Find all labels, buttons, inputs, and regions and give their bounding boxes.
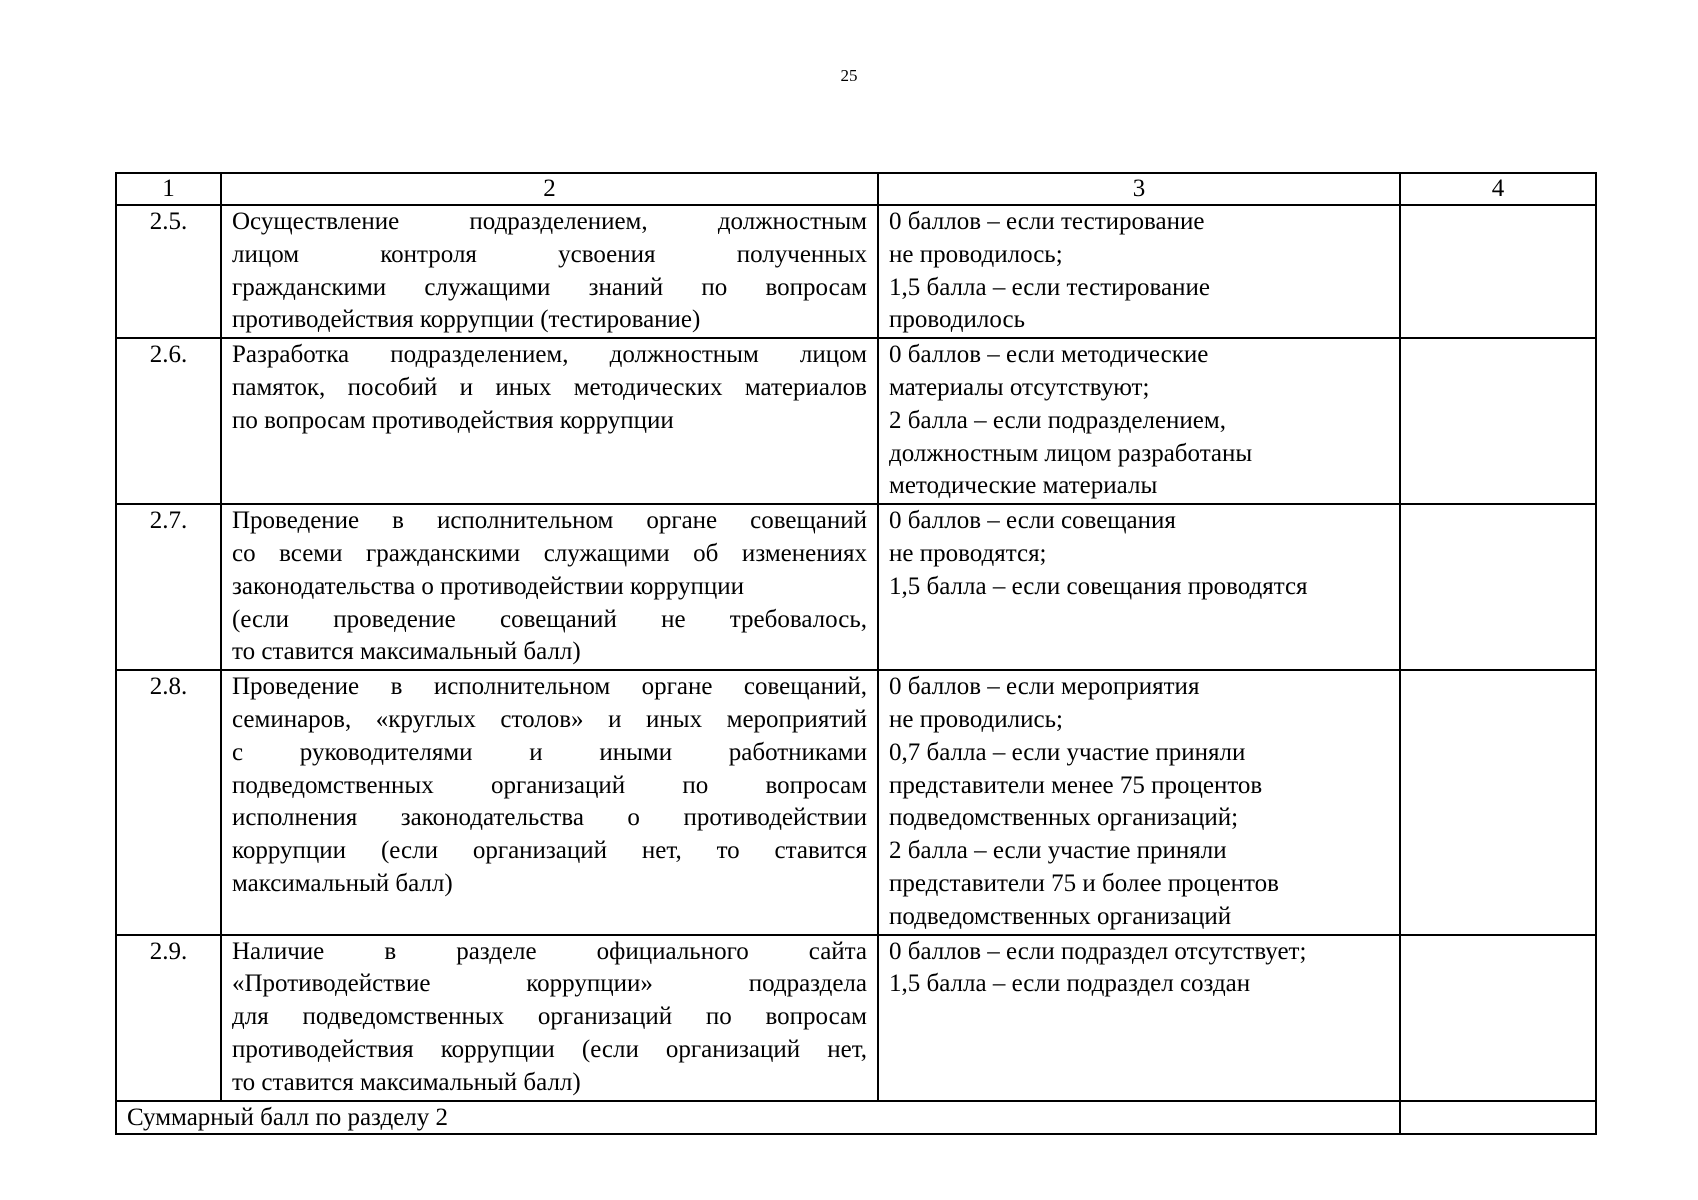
description-line: Наличие в разделе официального сайта <box>232 937 867 965</box>
score-line: представители менее 75 процентов <box>889 771 1263 799</box>
score-line: методические материалы <box>889 472 1158 500</box>
column-header: 2 <box>221 173 878 205</box>
row-description <box>221 670 878 934</box>
score-line: 0 баллов – если подраздел отсутствует; <box>889 937 1307 965</box>
page-number: 25 <box>840 66 858 85</box>
row-description <box>221 504 878 670</box>
description-line: противодействия коррупции (если организаций нет, <box>232 1035 867 1063</box>
description-line: лицом контроля усвоения полученных <box>232 240 867 268</box>
score-line: 0 баллов – если методические <box>889 341 1209 369</box>
description-line: максимальный балл) <box>232 869 453 897</box>
row-description <box>221 205 878 338</box>
score-line: 2 балла – если подразделением, <box>889 406 1226 434</box>
description-line: то ставится максимальный балл) <box>232 1068 581 1096</box>
row-number: 2.5. <box>116 205 221 338</box>
row-number: 2.9. <box>116 935 221 1101</box>
description-line: памяток, пособий и иных методических материалов <box>232 373 867 401</box>
description-line: законодательства о противодействии коррупции <box>232 572 745 600</box>
row-value <box>1400 670 1596 934</box>
description-line: с руководителями и иными работниками <box>232 738 867 766</box>
criteria-table <box>115 172 1597 1135</box>
score-line: 1,5 балла – если подраздел создан <box>889 970 1251 998</box>
description-line: со всеми гражданскими служащими об изменениях <box>232 539 867 567</box>
score-line: подведомственных организаций; <box>889 804 1239 832</box>
description-line: подведомственных организаций по вопросам <box>232 771 867 799</box>
row-score-criteria <box>878 338 1400 504</box>
score-line: 0 баллов – если тестирование <box>889 208 1205 235</box>
description-line: Осуществление подразделением, должностным <box>232 208 867 235</box>
table-row <box>116 670 1596 934</box>
score-line: не проводилось; <box>889 240 1063 268</box>
score-line: представители 75 и более процентов <box>889 869 1279 897</box>
description-line: для подведомственных организаций по вопросам <box>232 1003 867 1031</box>
table-row <box>116 935 1596 1101</box>
row-value <box>1400 935 1596 1101</box>
score-line: 2 балла – если участие приняли <box>889 837 1227 865</box>
row-number: 2.6. <box>116 338 221 504</box>
row-number: 2.7. <box>116 504 221 670</box>
score-line: 0 баллов – если мероприятия <box>889 673 1200 701</box>
row-value <box>1400 504 1596 670</box>
row-description <box>221 338 878 504</box>
row-score-criteria <box>878 935 1400 1101</box>
table-row <box>116 504 1596 670</box>
description-line: то ставится максимальный балл) <box>232 638 581 666</box>
score-line: подведомственных организаций <box>889 902 1232 930</box>
score-line: 0 баллов – если совещания <box>889 507 1176 535</box>
row-value <box>1400 338 1596 504</box>
description-line: (если проведение совещаний не требовалось, <box>232 605 867 633</box>
score-line: проводилось <box>889 306 1025 334</box>
score-line: 1,5 балла – если совещания проводятся <box>889 572 1308 600</box>
score-line: должностным лицом разработаны <box>889 439 1253 467</box>
description-line: «Противодействие коррупции» подраздела <box>232 970 867 998</box>
total-value <box>1400 1101 1596 1134</box>
description-line: Проведение в исполнительном органе совещаний, <box>232 673 867 701</box>
score-line: не проводятся; <box>889 539 1047 567</box>
score-line: 0,7 балла – если участие приняли <box>889 738 1246 766</box>
table-total-row <box>116 1101 1596 1134</box>
score-line: 1,5 балла – если тестирование <box>889 273 1210 301</box>
column-header: 3 <box>878 173 1400 205</box>
score-line: материалы отсутствуют; <box>889 373 1150 401</box>
table-header-row <box>116 173 1596 205</box>
row-score-criteria <box>878 504 1400 670</box>
description-line: семинаров, «круглых столов» и иных мероприятий <box>232 705 867 733</box>
description-line: Разработка подразделением, должностным лицом <box>232 341 867 369</box>
description-line: по вопросам противодействия коррупции <box>232 406 674 434</box>
table-row <box>116 338 1596 504</box>
column-header: 1 <box>116 173 221 205</box>
row-score-criteria <box>878 670 1400 934</box>
row-score-criteria <box>878 205 1400 338</box>
row-value <box>1400 205 1596 338</box>
score-line: не проводились; <box>889 705 1063 733</box>
column-header: 4 <box>1400 173 1596 205</box>
table-row <box>116 205 1596 338</box>
description-line: противодействия коррупции (тестирование) <box>232 306 701 334</box>
description-line: коррупции (если организаций нет, то ставится <box>232 837 867 865</box>
row-number: 2.8. <box>116 670 221 934</box>
description-line: исполнения законодательства о противодействии <box>232 804 867 832</box>
total-label: Суммарный балл по разделу 2 <box>116 1101 1400 1134</box>
row-description <box>221 935 878 1101</box>
description-line: гражданскими служащими знаний по вопросам <box>232 273 867 301</box>
description-line: Проведение в исполнительном органе совещаний <box>232 507 867 535</box>
